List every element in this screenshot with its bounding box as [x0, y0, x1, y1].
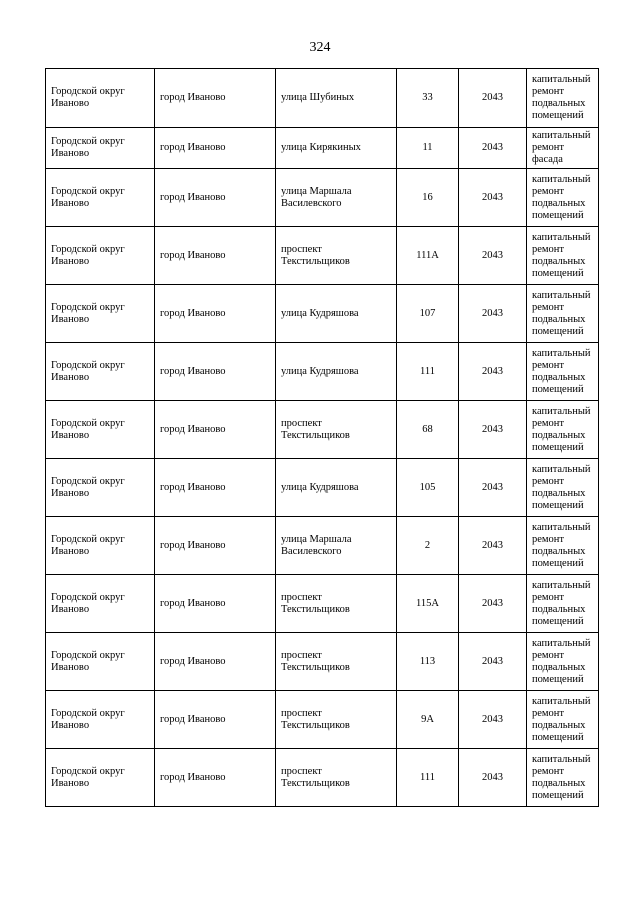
city-cell: город Иваново: [155, 69, 276, 128]
street-cell: улица Маршала Василевского: [276, 169, 397, 227]
house-number-cell: 111: [397, 343, 459, 401]
district-cell: Городской округ Иваново: [46, 128, 155, 169]
city-cell: город Иваново: [155, 128, 276, 169]
work-type-cell: капитальный ремонт подвальных помещений: [527, 691, 599, 749]
table-row: [46, 459, 599, 517]
city-cell: город Иваново: [155, 169, 276, 227]
house-number-cell: 11: [397, 128, 459, 169]
table-row: [46, 343, 599, 401]
year-cell: 2043: [459, 575, 527, 633]
work-type-cell: капитальный ремонт подвальных помещений: [527, 517, 599, 575]
house-number-cell: 107: [397, 285, 459, 343]
work-type-cell: капитальный ремонт подвальных помещений: [527, 69, 599, 128]
work-type-cell: капитальный ремонт подвальных помещений: [527, 227, 599, 285]
city-cell: город Иваново: [155, 633, 276, 691]
street-cell: улица Кирякиных: [276, 128, 397, 169]
district-cell: Городской округ Иваново: [46, 285, 155, 343]
house-number-cell: 111: [397, 749, 459, 807]
table-row: [46, 401, 599, 459]
house-number-cell: 16: [397, 169, 459, 227]
house-number-cell: 9А: [397, 691, 459, 749]
district-cell: Городской округ Иваново: [46, 459, 155, 517]
year-cell: 2043: [459, 227, 527, 285]
table-row: [46, 517, 599, 575]
district-cell: Городской округ Иваново: [46, 343, 155, 401]
work-type-cell: капитальный ремонт подвальных помещений: [527, 459, 599, 517]
district-cell: Городской округ Иваново: [46, 517, 155, 575]
district-cell: Городской округ Иваново: [46, 169, 155, 227]
street-cell: улица Кудряшова: [276, 459, 397, 517]
street-cell: проспект Текстильщиков: [276, 401, 397, 459]
street-cell: улица Кудряшова: [276, 343, 397, 401]
work-type-cell: капитальный ремонт подвальных помещений: [527, 749, 599, 807]
table-row: [46, 285, 599, 343]
work-type-cell: капитальный ремонт подвальных помещений: [527, 575, 599, 633]
city-cell: город Иваново: [155, 285, 276, 343]
city-cell: город Иваново: [155, 227, 276, 285]
year-cell: 2043: [459, 633, 527, 691]
house-number-cell: 115А: [397, 575, 459, 633]
street-cell: проспект Текстильщиков: [276, 691, 397, 749]
table-row: [46, 575, 599, 633]
table-row: [46, 749, 599, 807]
district-cell: Городской округ Иваново: [46, 575, 155, 633]
city-cell: город Иваново: [155, 575, 276, 633]
district-cell: Городской округ Иваново: [46, 691, 155, 749]
year-cell: 2043: [459, 69, 527, 128]
table-row: [46, 169, 599, 227]
district-cell: Городской округ Иваново: [46, 227, 155, 285]
work-type-cell: капитальный ремонт подвальных помещений: [527, 169, 599, 227]
repair-schedule-table: [45, 68, 599, 807]
city-cell: город Иваново: [155, 749, 276, 807]
district-cell: Городской округ Иваново: [46, 749, 155, 807]
house-number-cell: 113: [397, 633, 459, 691]
table-row: [46, 691, 599, 749]
city-cell: город Иваново: [155, 343, 276, 401]
year-cell: 2043: [459, 343, 527, 401]
work-type-cell: капитальный ремонт фасада: [527, 128, 599, 169]
street-cell: проспект Текстильщиков: [276, 633, 397, 691]
page-number: 324: [309, 40, 331, 55]
house-number-cell: 111А: [397, 227, 459, 285]
street-cell: проспект Текстильщиков: [276, 749, 397, 807]
year-cell: 2043: [459, 459, 527, 517]
table-row: [46, 633, 599, 691]
city-cell: город Иваново: [155, 459, 276, 517]
street-cell: улица Шубиных: [276, 69, 397, 128]
year-cell: 2043: [459, 169, 527, 227]
year-cell: 2043: [459, 128, 527, 169]
district-cell: Городской округ Иваново: [46, 401, 155, 459]
work-type-cell: капитальный ремонт подвальных помещений: [527, 401, 599, 459]
table-row: [46, 227, 599, 285]
house-number-cell: 2: [397, 517, 459, 575]
work-type-cell: капитальный ремонт подвальных помещений: [527, 633, 599, 691]
year-cell: 2043: [459, 749, 527, 807]
house-number-cell: 105: [397, 459, 459, 517]
work-type-cell: капитальный ремонт подвальных помещений: [527, 343, 599, 401]
table-row: [46, 128, 599, 169]
year-cell: 2043: [459, 285, 527, 343]
city-cell: город Иваново: [155, 401, 276, 459]
city-cell: город Иваново: [155, 517, 276, 575]
street-cell: проспект Текстильщиков: [276, 575, 397, 633]
street-cell: улица Кудряшова: [276, 285, 397, 343]
house-number-cell: 33: [397, 69, 459, 128]
district-cell: Городской округ Иваново: [46, 69, 155, 128]
year-cell: 2043: [459, 691, 527, 749]
district-cell: Городской округ Иваново: [46, 633, 155, 691]
house-number-cell: 68: [397, 401, 459, 459]
year-cell: 2043: [459, 401, 527, 459]
table-row: [46, 69, 599, 128]
year-cell: 2043: [459, 517, 527, 575]
street-cell: проспект Текстильщиков: [276, 227, 397, 285]
street-cell: улица Маршала Василевского: [276, 517, 397, 575]
city-cell: город Иваново: [155, 691, 276, 749]
work-type-cell: капитальный ремонт подвальных помещений: [527, 285, 599, 343]
